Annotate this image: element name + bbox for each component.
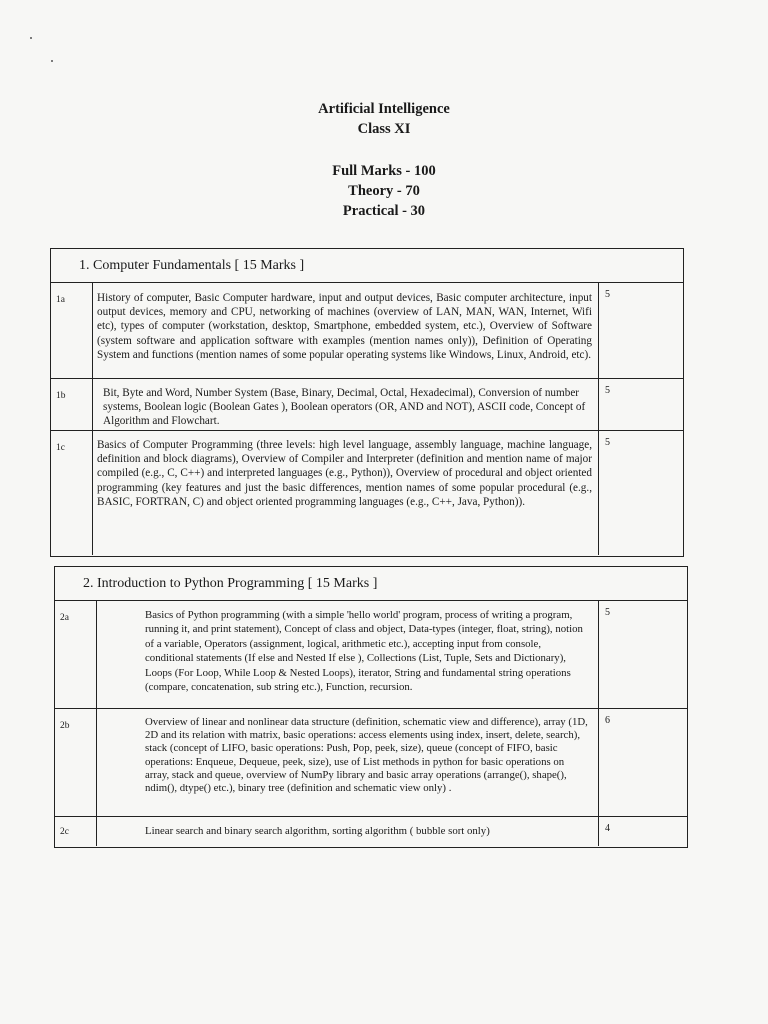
topic-id: 2b (55, 709, 97, 816)
table-row (55, 709, 687, 817)
topic-marks: 5 (605, 289, 610, 300)
table-row (51, 283, 683, 379)
table-row (51, 379, 683, 431)
practical-marks: Practical - 30 (342, 203, 426, 219)
topic-description: History of computer, Basic Computer hardware, input and output devices, Basic computer architecture, input output devices, memory and CPU, networking of machines (overview of LAN, MAN, WAN, Internet, Wifi etc), types of computer (workstation, desktop, Smartphone, embedded system, etc.), Overview of Software (system software and application software with examples (mention names only)), Definition of Operating System and functions (mention names of some popular operating systems like Windows, Linux, Android, etc). (93, 283, 599, 378)
table-row (55, 817, 687, 846)
topic-marks: 5 (605, 607, 610, 618)
section-computer-fundamentals (50, 248, 684, 557)
table-row (51, 431, 683, 555)
topic-id: 2a (55, 601, 97, 708)
section-python-programming (54, 566, 688, 848)
class-label: Class XI (357, 121, 411, 137)
topic-description: Linear search and binary search algorithm, sorting algorithm ( bubble sort only) (97, 817, 599, 846)
section-title: 1. Computer Fundamentals [ 15 Marks ] (51, 249, 683, 283)
table-row (55, 601, 687, 709)
topic-marks: 5 (605, 385, 610, 396)
scan-speck (30, 37, 32, 39)
topic-id: 2c (55, 817, 97, 846)
topic-marks: 5 (605, 437, 610, 448)
topic-marks: 4 (605, 823, 610, 834)
topic-description: Bit, Byte and Word, Number System (Base, Binary, Decimal, Octal, Hexadecimal), Conversion of number systems, Boolean logic (Boolean Gates ), Boolean operators (OR, AND and NOT), ASCII code, Concept of Algorithm and Flowchart. (93, 379, 599, 430)
topic-id: 1b (51, 379, 93, 430)
scan-speck (51, 60, 53, 62)
section-title: 2. Introduction to Python Programming [ 15 Marks ] (55, 567, 687, 601)
subject-title: Artificial Intelligence (318, 101, 450, 117)
full-marks: Full Marks - 100 (332, 163, 436, 179)
topic-id: 1a (51, 283, 93, 378)
theory-marks: Theory - 70 (348, 183, 420, 199)
document-header (0, 99, 768, 221)
topic-id: 1c (51, 431, 93, 555)
topic-description: Overview of linear and nonlinear data structure (definition, schematic view and difference), array (1D, 2D and its relation with matrix, basic operations: access elements using index, insert, delete, search), stack (concept of LIFO, basic operations: Push, Pop, peek, size), queue (concept of FIFO, basic operations: Enqueue, Dequeue, peek, size), use of List methods in python for basic operations on array, stack and queue, overview of NumPy library and basic array operations (arrange(), shape(), ndim(), dtype() etc.), binary tree (definition and schematic view only) . (97, 709, 599, 816)
topic-marks: 6 (605, 715, 610, 726)
topic-description: Basics of Computer Programming (three levels: high level language, assembly language, machine language, definition and block diagrams), Overview of Compiler and Interpreter (definition and mention name of major compiled (e.g., C, C++) and interpreted languages (e.g., Python)), Overview of procedural and object oriented programming (key features and just the basic differences, mention names of some popular procedural (e.g., BASIC, FORTRAN, C) and object oriented programming languages (e.g., C++, Java, Python)). (93, 431, 599, 555)
topic-description: Basics of Python programming (with a simple 'hello world' program, process of writing a program, running it, and print statement), Concept of class and object, Data-types (integer, float, string), notion of a variable, Operators (assignment, logical, arithmetic etc.), accepting input from console, conditional statements (If else and Nested If else ), Collections (List, Tuple, Sets and Dictionary), Loops (For Loop, While Loop & Nested Loops), iterator, String and fundamental string operations (compare, concatenation, sub string etc.), Function, recursion. (97, 601, 599, 708)
